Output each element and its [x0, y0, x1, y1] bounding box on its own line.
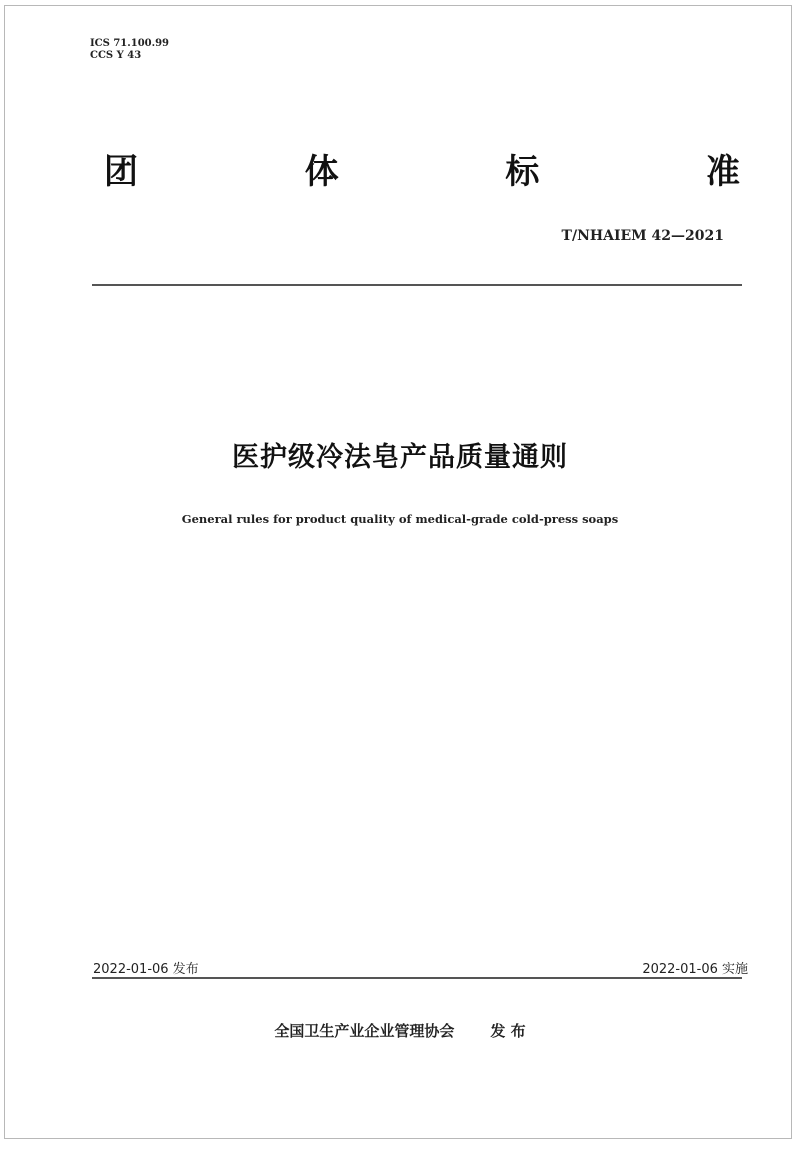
standard-type-heading: [104, 150, 740, 194]
heading-char-3: 标: [505, 152, 540, 192]
ccs-code: CCS Y 43: [90, 50, 142, 61]
implementation-date: 2022-01-06 实施: [642, 962, 748, 977]
heading-char-4: 准: [705, 152, 740, 192]
bottom-divider: [92, 977, 742, 979]
heading-char-2: 体: [304, 152, 339, 192]
document-title-english: General rules for product quality of medical-grade cold-press soaps: [181, 512, 619, 526]
document-title-chinese: 医护级冷法皂产品质量通则: [232, 442, 568, 473]
standard-number: T/NHAIEM 42—2021: [561, 228, 724, 244]
heading-char-1: 团: [104, 152, 138, 192]
publisher-action: 发 布: [490, 1022, 526, 1040]
classification-codes: [90, 38, 169, 62]
issue-date: 2022-01-06 发布: [93, 962, 199, 977]
publisher-line: [0, 1020, 800, 1041]
top-divider: [92, 284, 742, 286]
publisher-name: 全国卫生产业企业管理协会: [274, 1022, 455, 1040]
ics-code: ICS 71.100.99: [90, 38, 170, 49]
